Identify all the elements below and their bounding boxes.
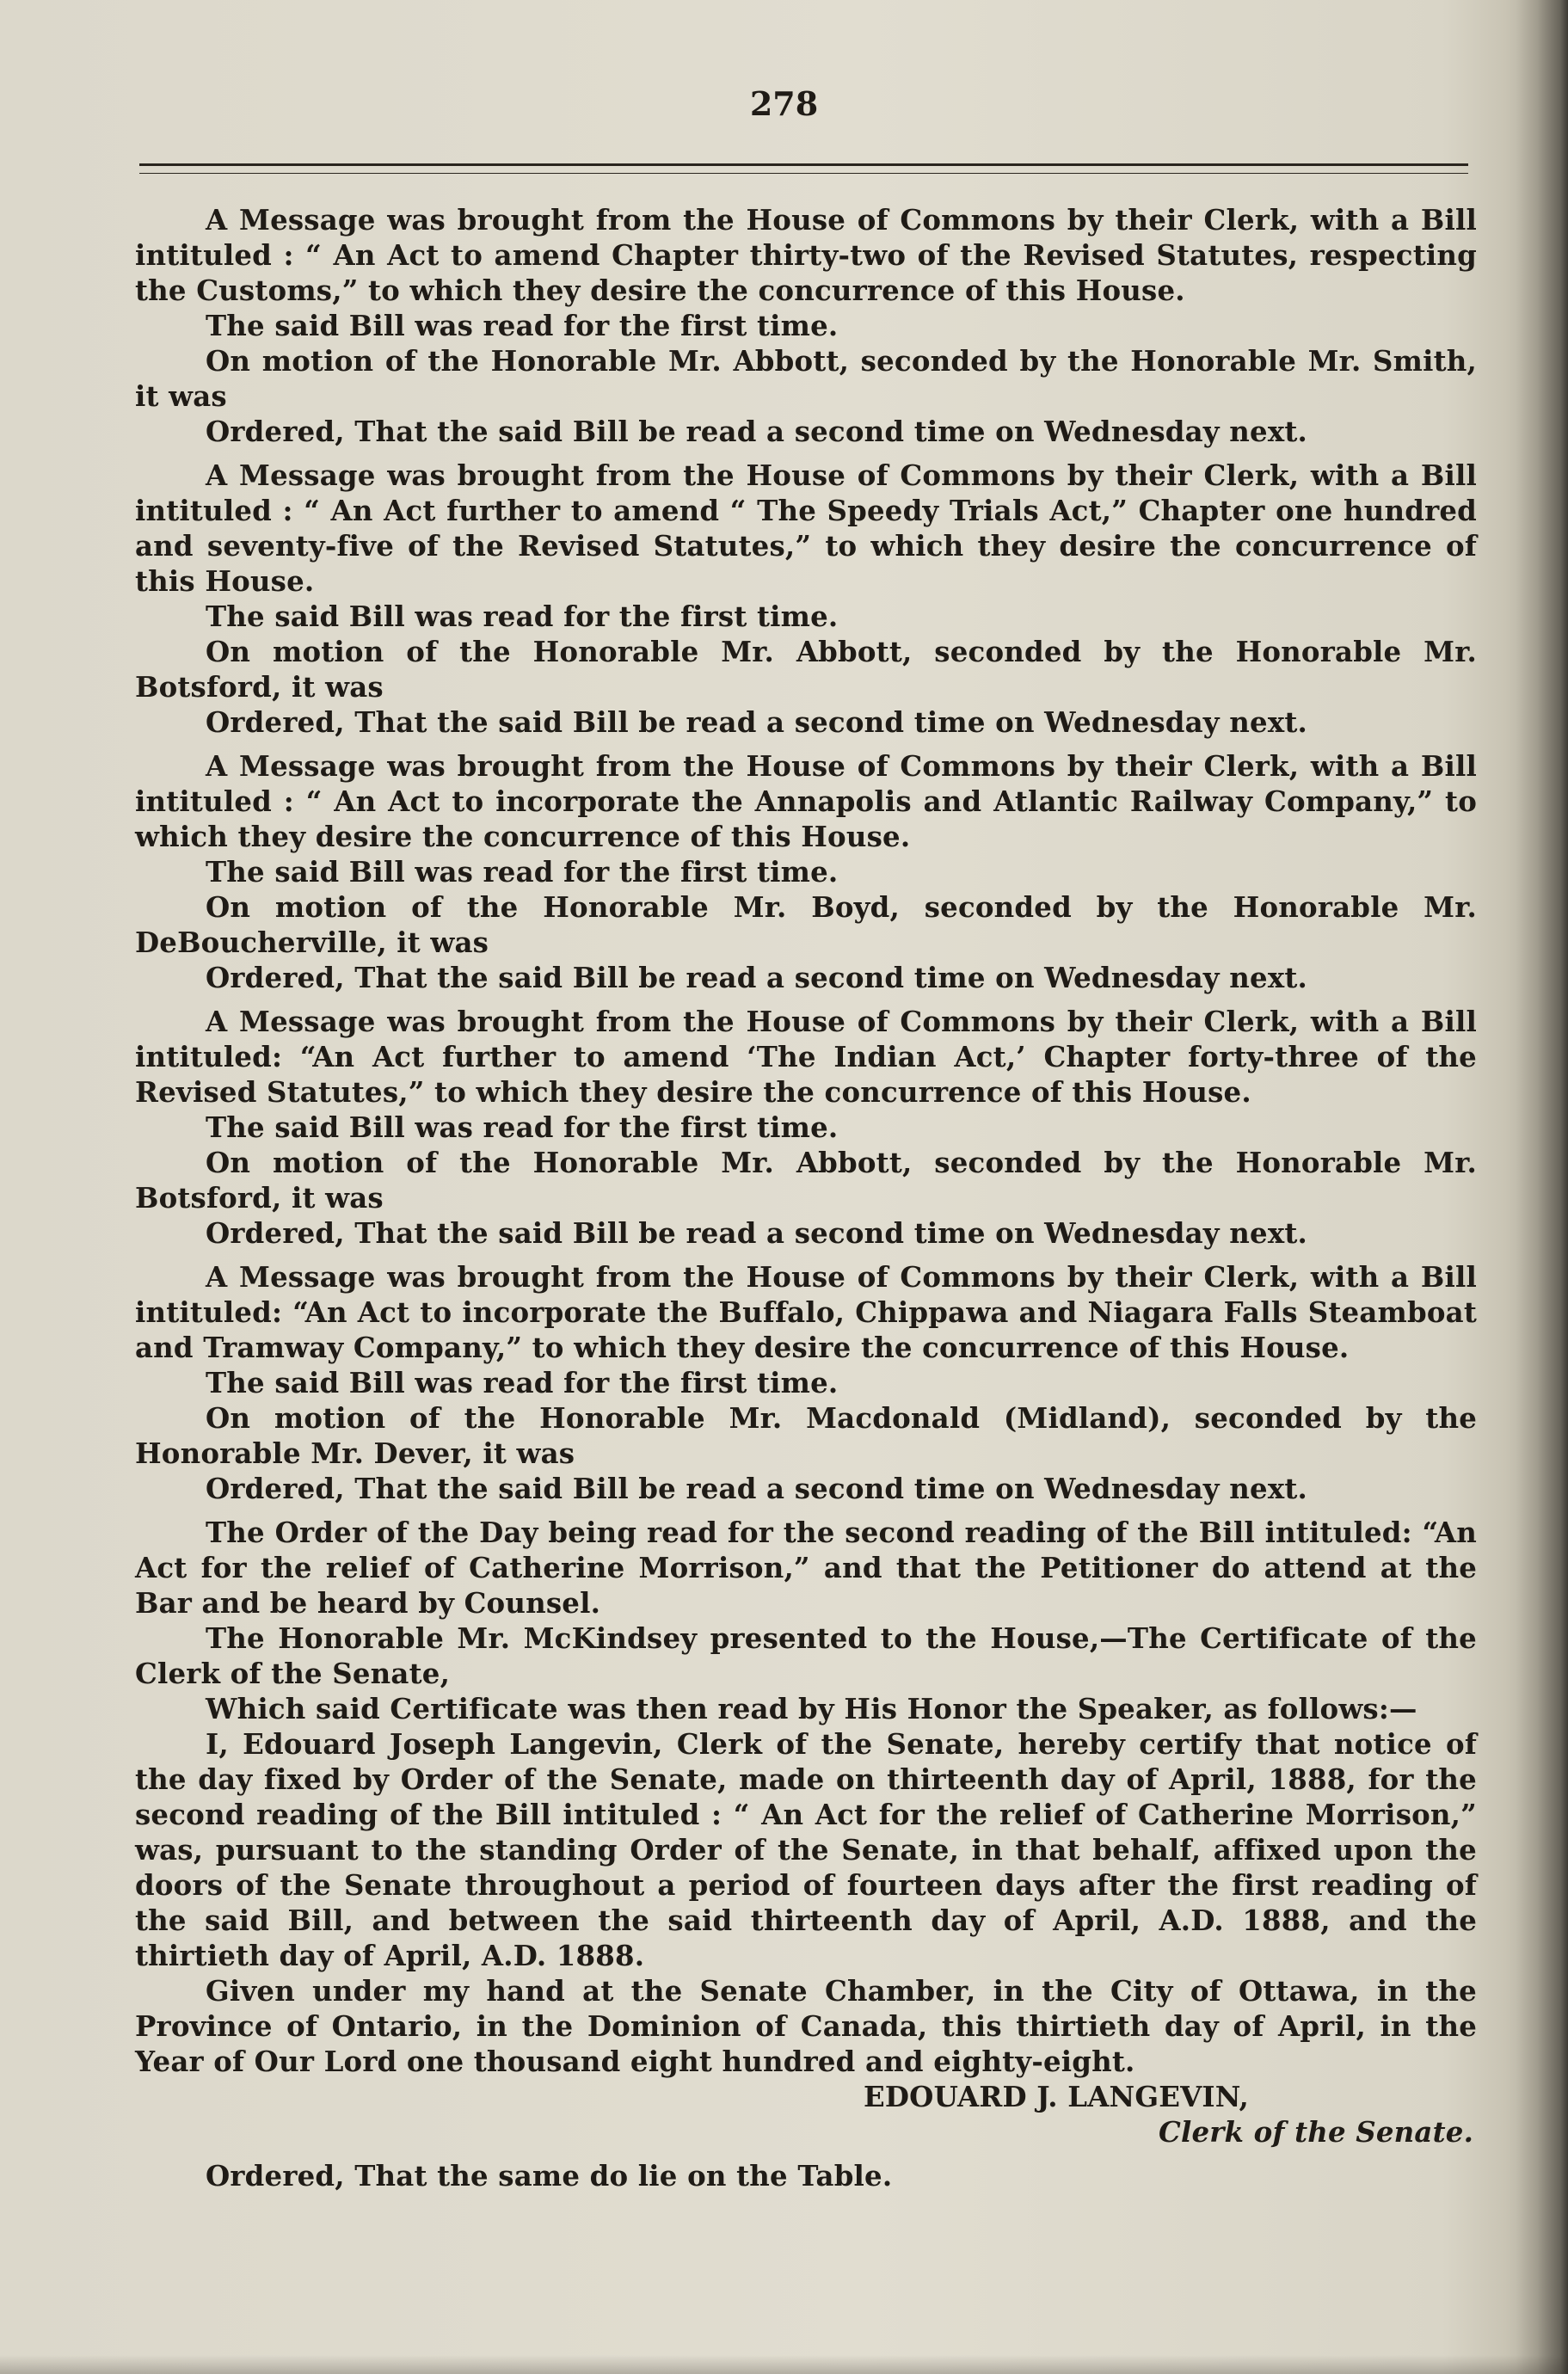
paragraph: The Honorable Mr. McKindsey presented to the House,—The Certificate of the Clerk of the Senate, [135,1622,1477,1690]
signature-name: EDOUARD J. LANGEVIN, [864,2081,1249,2113]
page-number: 278 [749,84,819,123]
paragraph: Ordered, That the said Bill be read a second time on Wednesday next. [206,1217,1308,1250]
paragraph: Given under my hand at the Senate Chamber, in the City of Ottawa, in the Province of Ontario, in the Dominion of Canada, this thirtieth day of April, in the Year of Our Lord one thousand eight hundred and eighty-eight. [135,1975,1477,2078]
paragraph: A Message was brought from the House of Commons by their Clerk, with a Bill intituled : “ An Act to incorporate the Annapolis and Atlantic Railway Company,” to which they desire the concurrence of this House. [135,750,1477,853]
paragraph: Which said Certificate was then read by His Honor the Speaker, as follows:— [206,1693,1417,1725]
paragraph: Ordered, That the said Bill be read a second time on Wednesday next. [206,706,1308,739]
closing-order: Ordered, That the same do lie on the Table. [206,2160,893,2193]
paragraph: The said Bill was read for the first time. [206,1367,839,1399]
paragraph: Ordered, That the said Bill be read a second time on Wednesday next. [206,962,1308,994]
header-rule [139,163,1468,174]
paragraph: A Message was brought from the House of Commons by their Clerk, with a Bill intituled : “ An Act further to amend “ The Speedy Trials Act,” Chapter one hundred and seventy-five of the Revised Statutes,” to which they desire the concurrence of this House. [135,459,1477,598]
paragraph: Ordered, That the said Bill be read a second time on Wednesday next. [206,1473,1308,1505]
paragraph: A Message was brought from the House of Commons by their Clerk, with a Bill intituled: “An Act further to amend ‘The Indian Act,’ Chapter forty-three of the Revised Statutes,” to which they desire the concurrence of this House. [135,1006,1477,1109]
paragraph: A Message was brought from the House of Commons by their Clerk, with a Bill intituled : “ An Act to amend Chapter thirty-two of the Revised Statutes, respecting the Customs,” to which they desire the concurrence of this House. [135,204,1477,307]
paragraph-list [135,203,1477,2080]
paragraph: On motion of the Honorable Mr. Abbott, seconded by the Honorable Mr. Botsford, it was [135,1147,1477,1215]
paragraph: I, Edouard Joseph Langevin, Clerk of the Senate, hereby certify that notice of the day fixed by Order of the Senate, made on thirteenth day of April, 1888, for the second reading of the Bill intituled : “ An Act for the relief of Catherine Morrison,” was, pursuant to the standing Order of the Senate, in that behalf, affixed upon the doors of the Senate throughout a period of fourteen days after the first reading of the said Bill, and between the said thirteenth day of April, A.D. 1888, and the thirtieth day of April, A.D. 1888. [135,1728,1477,1972]
paragraph: Ordered, That the said Bill be read a second time on Wednesday next. [206,415,1308,448]
signature-title: Clerk of the Senate. [1159,2116,1474,2149]
paragraph: The said Bill was read for the first time. [206,1111,839,1144]
paragraph: The Order of the Day being read for the second reading of the Bill intituled: “An Act for the relief of Catherine Morrison,” and that the Petitioner do attend at the Bar and be heard by Counsel. [135,1516,1477,1620]
body-text [135,203,1477,2194]
paragraph: A Message was brought from the House of Commons by their Clerk, with a Bill intituled: “An Act to incorporate the Buffalo, Chippawa and Niagara Falls Steamboat and Tramway Company,” to which they desire the concurrence of this House. [135,1261,1477,1364]
paragraph: On motion of the Honorable Mr. Macdonald (Midland), seconded by the Honorable Mr. Dever, it was [135,1402,1477,1470]
paragraph: On motion of the Honorable Mr. Abbott, seconded by the Honorable Mr. Smith, it was [135,345,1477,413]
paragraph: The said Bill was read for the first time. [206,600,839,633]
paragraph: On motion of the Honorable Mr. Boyd, seconded by the Honorable Mr. DeBoucherville, it was [135,891,1477,959]
page-edge-shadow [1516,0,1568,2374]
paragraph: The said Bill was read for the first time. [206,310,839,342]
paragraph: On motion of the Honorable Mr. Abbott, seconded by the Honorable Mr. Botsford, it was [135,636,1477,704]
page-bottom-shadow [0,2355,1568,2374]
paragraph: The said Bill was read for the first time. [206,856,839,889]
